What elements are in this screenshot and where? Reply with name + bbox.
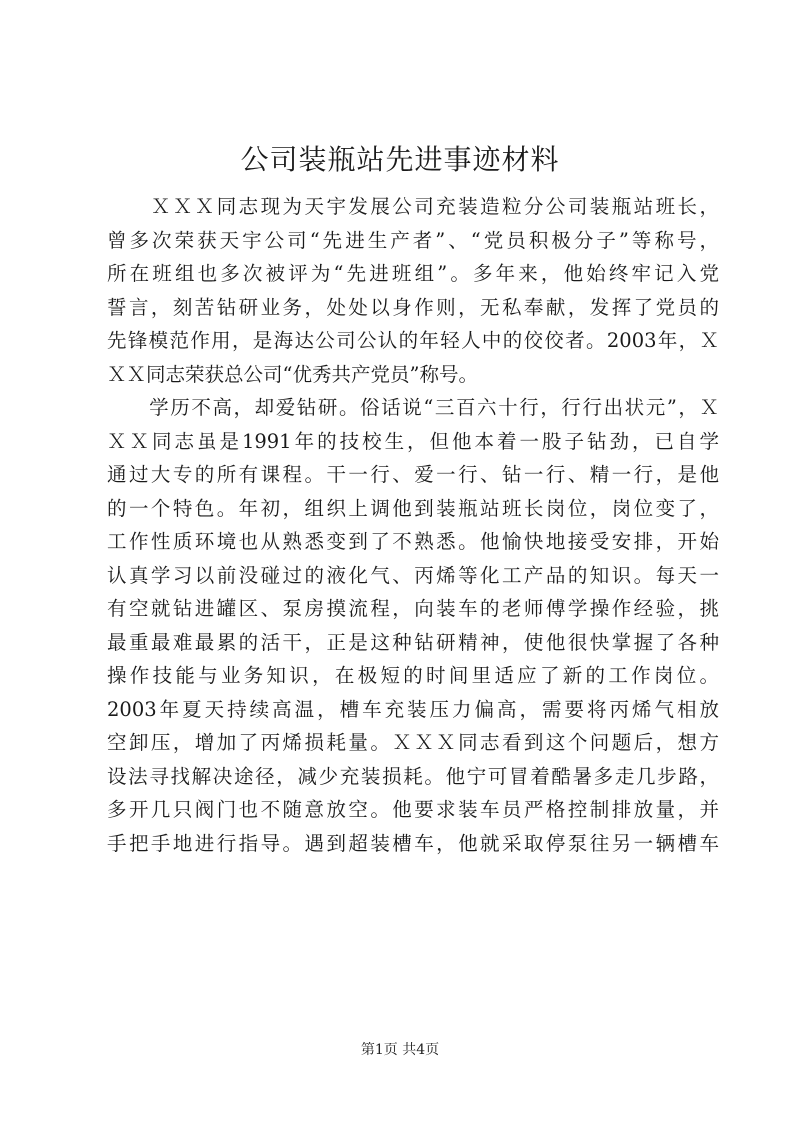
- document-title: 公司装瓶站先进事迹材料: [240, 143, 560, 176]
- text-line: 最重最难最累的活干，正是这种钻研精神，使他很快掌握了各种: [107, 630, 719, 654]
- text-line: 学历不高，却爱钻研。俗话说“三百六十行，行行出状元”，Ｘ: [107, 396, 719, 419]
- text-line: 工作性质环境也从熟悉变到了不熟悉。他愉快地接受安排，开始: [107, 530, 719, 553]
- text-line: 的一个特色。年初，组织上调他到装瓶站班长岗位，岗位变了，: [107, 496, 719, 520]
- text-line: ＸＸ同志荣获总公司“优秀共产党员”称号。: [107, 362, 478, 386]
- text-line: ＸＸ同志虽是1991年的技校生，但他本着一股子钻劲，已自学: [107, 429, 719, 453]
- text-line: 多开几只阀门也不随意放空。他要求装车员严格控制排放量，并: [107, 798, 719, 821]
- text-line: 曾多次荣获天宇公司“先进生产者”、“党员积极分子”等称号，: [107, 228, 719, 252]
- text-line: 认真学习以前没碰过的液化气、丙烯等化工产品的知识。每天一: [107, 563, 719, 587]
- text-line: 先锋模范作用，是海达公司公认的年轻人中的佼佼者。2003年，Ｘ: [107, 329, 719, 352]
- page-footer: [0, 1040, 800, 1060]
- text-line: 2003年夏天持续高温，槽车充装压力偏高，需要将丙烯气相放: [107, 697, 719, 721]
- text-line: 通过大专的所有课程。干一行、爱一行、钻一行、精一行，是他: [107, 463, 719, 486]
- page-indicator: 第1页 共4页: [360, 1042, 440, 1058]
- text-line: 操作技能与业务知识，在极短的时间里适应了新的工作岗位。: [107, 664, 719, 687]
- text-line: 有空就钻进罐区、泵房摸流程，向装车的老师傅学操作经验，挑: [107, 597, 719, 620]
- text-line: 设法寻找解决途径，减少充装损耗。他宁可冒着酷暑多走几步路，: [107, 764, 719, 788]
- text-line: 空卸压，增加了丙烯损耗量。ＸＸＸ同志看到这个问题后，想方: [107, 731, 719, 754]
- text-line: ＸＸＸ同志现为天宇发展公司充装造粒分公司装瓶站班长，: [107, 195, 719, 218]
- text-line: 誓言，刻苦钻研业务，处处以身作则，无私奉献，发挥了党员的: [107, 295, 719, 319]
- text-line: 所在班组也多次被评为“先进班组”。多年来，他始终牢记入党: [107, 262, 719, 285]
- text-line: 手把手地进行指导。遇到超装槽车，他就采取停泵往另一辆槽车: [107, 831, 719, 855]
- document-body: [107, 190, 719, 860]
